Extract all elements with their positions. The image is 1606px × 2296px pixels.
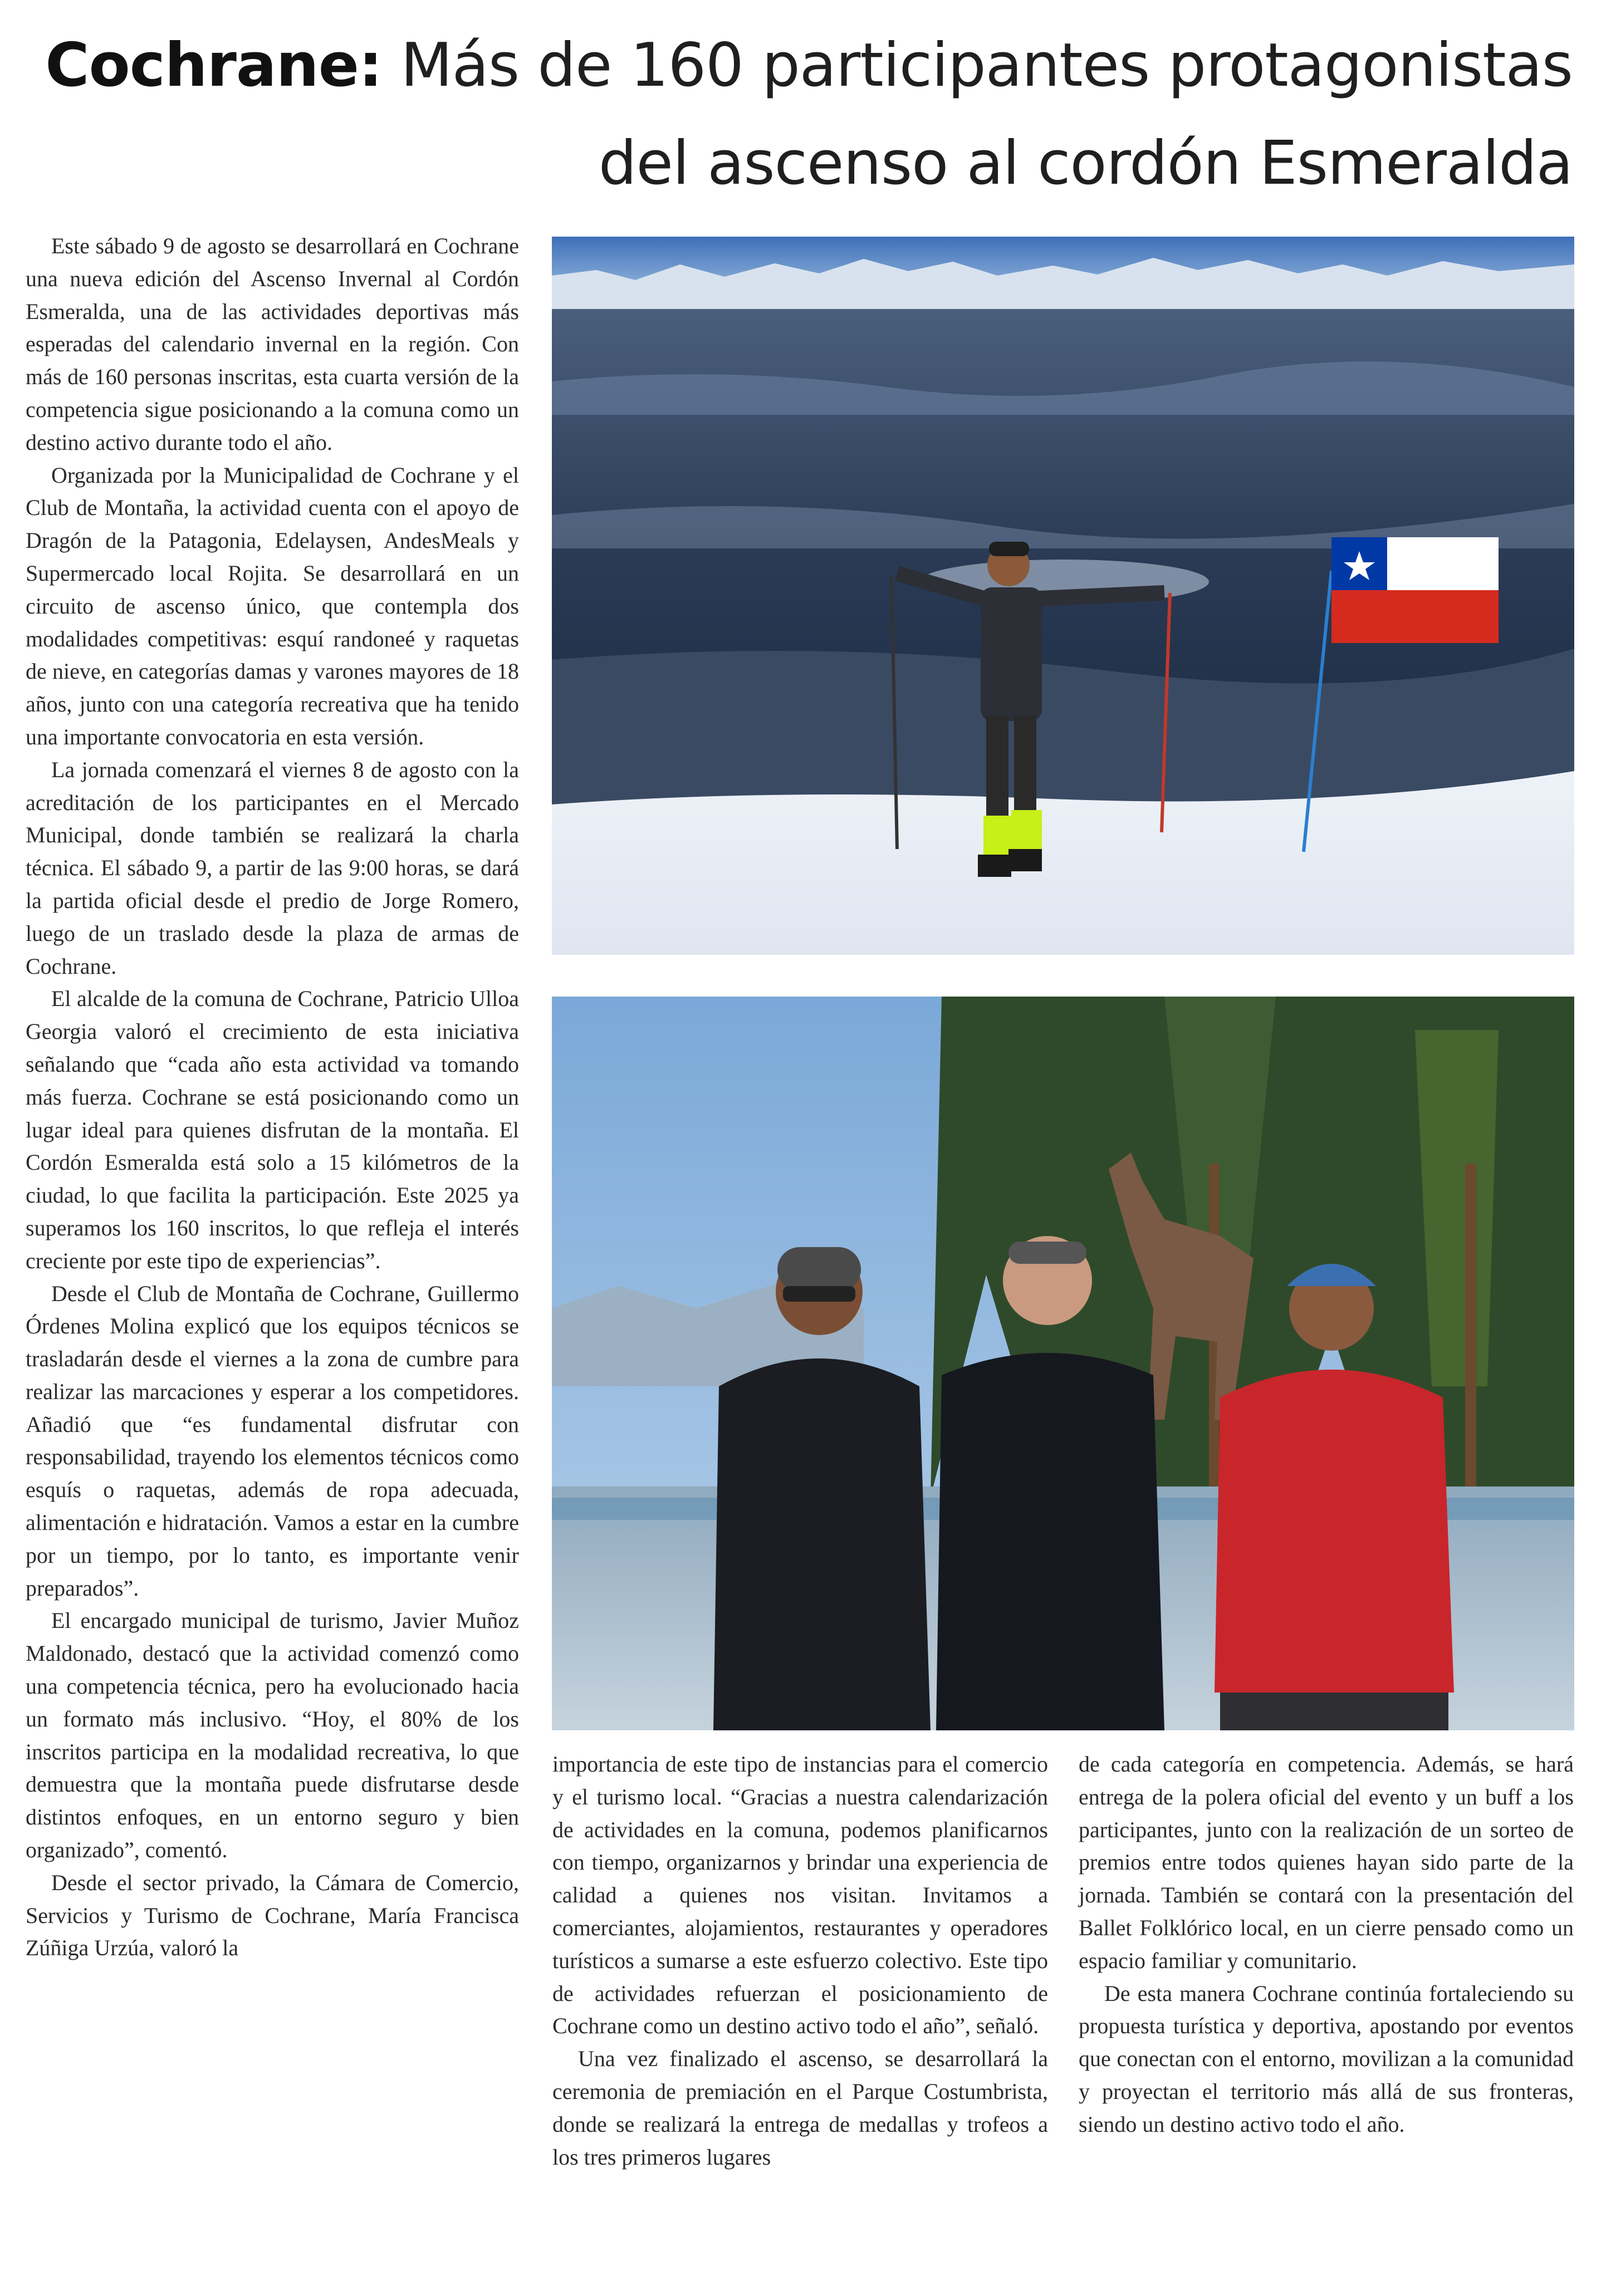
paragraph: Una vez finalizado el ascenso, se desarrollará la ceremonia de premiación en el Parque Costumbrista, donde se realizará la entrega de medallas y trofeos a los tres primeros lugares — [552, 2046, 1048, 2170]
paragraph: El alcalde de la comuna de Cochrane, Patricio Ulloa Georgia valoró el crecimiento de esta iniciativa señalando que “cada año esta actividad va tomando más fuerza. Cochrane se está posicionando como un lugar ideal para quienes disfrutan de la montaña. El Cordón Esmeralda está solo a 15 kilómetros de la ciudad, lo que facilita la participación. Este 2025 ya superamos los 160 inscritos, lo que refleja el interés creciente por este tipo de experiencias”. — [26, 986, 519, 1273]
paragraph: Desde el sector privado, la Cámara de Comercio, Servicios y Turismo de Cochrane, María Francisca Zúñiga Urzúa, valoró la — [26, 1870, 519, 1961]
paragraph: Organizada por la Municipalidad de Cochrane y el Club de Montaña, la actividad cuenta con el apoyo de Dragón de la Patagonia, Edelaysen, AndesMeals y Supermercado local Rojita. Se desarrollará en un circuito de ascenso único, que contempla dos modalidades competitivas: esquí randoneé y raquetas de nieve, en categorías damas y varones mayores de 18 años, junto con una categoría recreativa que ha tenido una importante convocatoria en esta versión. — [26, 462, 519, 749]
paragraph: de cada categoría en competencia. Además, se hará entrega de la polera oficial del evento y un buff a los participantes, junto con la realización de un sorteo de premios entre todos quienes hayan sido parte de la jornada. También se contará con la presentación del Ballet Folklórico local, en un cierre pensado como un espacio familiar y comunitario. — [1079, 1752, 1574, 1973]
photo-mountain-summit — [552, 237, 1574, 955]
paragraph: De esta manera Cochrane continúa fortaleciendo su propuesta turística y deportiva, apostando por eventos que conectan con el entorno, movilizan a la comunidad y proyectan el territorio más allá de sus fronteras, siendo un destino activo todo el año. — [1079, 1980, 1574, 2137]
paragraph: Desde el Club de Montaña de Cochrane, Guillermo Órdenes Molina explicó que los equipos técnicos se trasladarán desde el viernes a la zona de cumbre para realizar las marcaciones y esperar a los competidores. Añadió que “es fundamental disfrutar con responsabilidad, trayendo los elementos técnicos como esquís o raquetas, además de ropa adecuada, alimentación e hidratación. Vamos a estar en la cumbre por un tiempo, por lo tanto, es importante venir preparados”. — [26, 1281, 519, 1601]
article-column-3 — [1079, 1748, 1574, 2283]
paragraph: Este sábado 9 de agosto se desarrollará en Cochrane una nueva edición del Ascenso Invernal al Cordón Esmeralda, una de las actividades deportivas más esperadas del calendario invernal en la región. Con más de 160 personas inscritas, esta cuarta versión de la competencia sigue posicionando a la comuna como un destino activo durante todo el año. — [26, 233, 519, 455]
headline — [26, 17, 1573, 213]
paragraph: La jornada comenzará el viernes 8 de agosto con la acreditación de los participantes en el Mercado Municipal, donde también se realizará la charla técnica. El sábado 9, a partir de las 9:00 horas, se dará la partida oficial desde el predio de Jorge Romero, luego de un traslado desde la plaza de armas de Cochrane. — [26, 757, 519, 979]
article-column-2 — [552, 1748, 1048, 2283]
photo-three-men-image — [552, 997, 1574, 1730]
photo-mountain-summit-image — [552, 237, 1574, 955]
headline-kicker: Cochrane: — [45, 31, 383, 100]
paragraph: importancia de este tipo de instancias para el comercio y el turismo local. “Gracias a nuestra calendarización de actividades en la comuna, podemos planificarnos con tiempo, organizarnos y brindar una experiencia de calidad a quienes nos visitan. Invitamos a comerciantes, alojamientos, restaurantes y operadores turísticos a sumarse a este esfuerzo colectivo. Este tipo de actividades refuerzan el posicionamiento de Cochrane como un destino activo todo el año”, señaló. — [552, 1752, 1048, 2039]
article-column-1 — [26, 230, 519, 2279]
headline-text: Más de 160 participantes protagonistas del ascenso al cordón Esmeralda — [382, 31, 1573, 198]
photo-three-men — [552, 997, 1574, 1730]
paragraph: El encargado municipal de turismo, Javier Muñoz Maldonado, destacó que la actividad comenzó como una competencia técnica, pero ha evolucionado hacia un formato más inclusivo. “Hoy, el 80% de los inscritos participa en la modalidad recreativa, lo que demuestra que la montaña puede disfrutarse desde distintos enfoques, en un entorno seguro y bien organizado”, comentó. — [26, 1608, 519, 1863]
